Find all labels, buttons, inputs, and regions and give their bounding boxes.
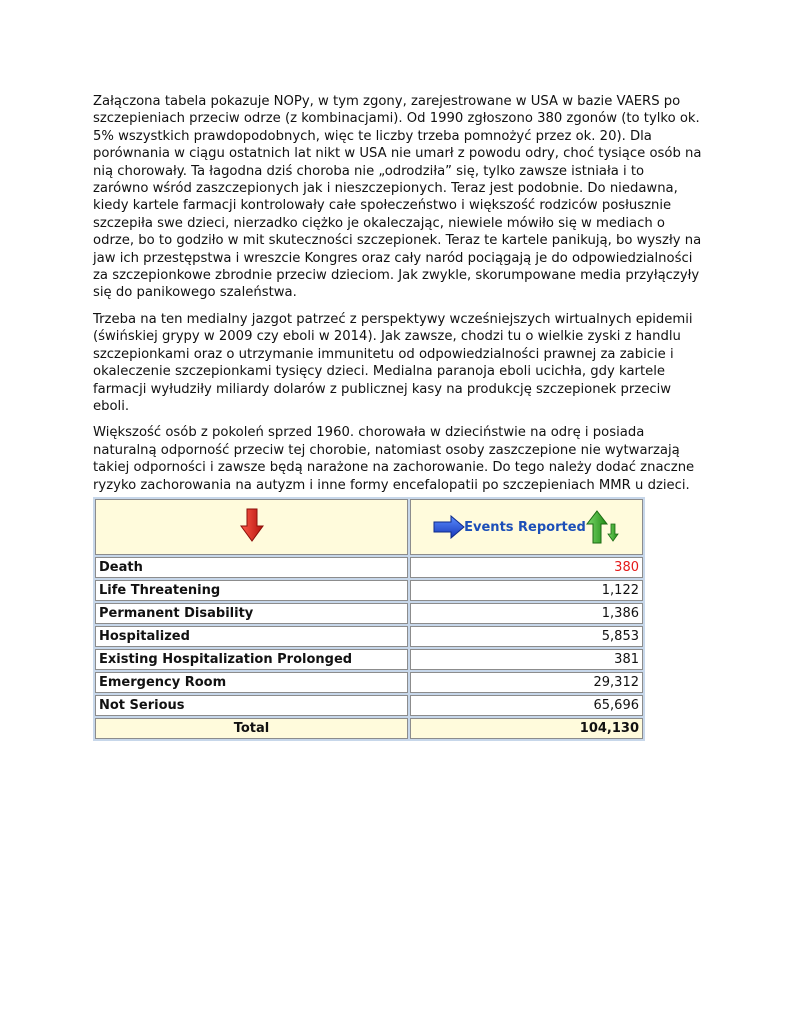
row-value: 380 (410, 557, 643, 578)
paragraph-1: Załączona tabela pokazuje NOPy, w tym zgony, zarejestrowane w USA w bazie VAERS po szczepieniach przeciw odrze (z kombinacjami). Od 1990 zgłoszono 380 zgonów (to tylko ok. 5% wszystkich prawdopodobnych, więc te liczby trzeba pomnożyć przez ok. 20). Dla porównania w ciągu ostatnich lat nikt w USA nie umarł z powodu odry, choć tysiące osób na nią chorowały. Ta łagodna dziś choroba nie „odrodziła” się, tylko zawsze istniała i to zarówno wśród zaszczepionych jak i nieszczepionych. Teraz jest podobnie. Do niedawna, kiedy kartele farmacji kontrolowały całe społeczeństwo i większość rodziców posłusznie szczepiła swe dzieci, nierzadko ciężko je okaleczając, niewiele mówiło się w mediach o odrze, bo to godziło w mit skuteczności szczepionek. Teraz te kartele panikują, bo wyszły na jaw ich przestępstwa i wreszcie Kongres oraz cały naród pociągają je do odpowiedzialności za szczepionkowe zbrodnie przeciw dzieciom. Jak zwykle, skorumpowane media przyłączyły się do panikowego szaleństwa. (93, 94, 702, 301)
green-up-down-arrows-icon[interactable] (586, 510, 620, 544)
table-row (95, 649, 643, 670)
row-label: Existing Hospitalization Prolonged (95, 649, 408, 670)
row-value: 1,386 (410, 603, 643, 624)
blue-right-arrow-icon (433, 515, 465, 539)
red-down-arrow-icon[interactable] (240, 508, 264, 542)
total-value: 104,130 (410, 718, 643, 739)
table-row (95, 557, 643, 578)
events-reported-label: Events Reported (464, 519, 586, 535)
total-label: Total (95, 718, 408, 739)
row-label: Death (95, 557, 408, 578)
vaers-events-table (93, 497, 645, 741)
row-value: 381 (410, 649, 643, 670)
row-value: 65,696 (410, 695, 643, 716)
table-row (95, 580, 643, 601)
sort-column-header[interactable] (95, 499, 408, 555)
row-value: 5,853 (410, 626, 643, 647)
paragraph-3: Większość osób z pokoleń sprzed 1960. chorowała w dzieciństwie na odrę i posiada naturalną odporność przeciw tej chorobie, natomiast osoby zaszczepione nie wytwarzają takiej odporności i zawsze będą narażone na zachorowanie. Do tego należy dodać znaczne ryzyko zachorowania na autyzm i inne formy encefalopatii po szczepieniach MMR u dzieci. (93, 425, 695, 493)
table-row (95, 695, 643, 716)
paragraph-2: Trzeba na ten medialny jazgot patrzeć z perspektywy wcześniejszych wirtualnych epidemii (świńskiej grypy w 2009 czy eboli w 2014). Jak zawsze, chodzi tu o wielkie zyski z handlu szczepionkami oraz o utrzymanie immunitetu od odpowiedzialności prawnej za zabicie i okaleczenie szczepionkami tysięcy dzieci. Medialna paranoja eboli ucichła, gdy kartele farmacji wyłudziły miliardy dolarów z publicznej kasy na produkcję szczepionek przeciw eboli. (93, 311, 693, 414)
row-label: Hospitalized (95, 626, 408, 647)
table-row (95, 672, 643, 693)
table-row (95, 626, 643, 647)
row-value: 29,312 (410, 672, 643, 693)
row-value: 1,122 (410, 580, 643, 601)
row-label: Not Serious (95, 695, 408, 716)
total-row (95, 718, 643, 739)
events-reported-header[interactable] (410, 499, 643, 555)
document-body (93, 93, 703, 503)
row-label: Emergency Room (95, 672, 408, 693)
row-label: Permanent Disability (95, 603, 408, 624)
table-row (95, 603, 643, 624)
table-header-row (95, 499, 643, 555)
row-label: Life Threatening (95, 580, 408, 601)
